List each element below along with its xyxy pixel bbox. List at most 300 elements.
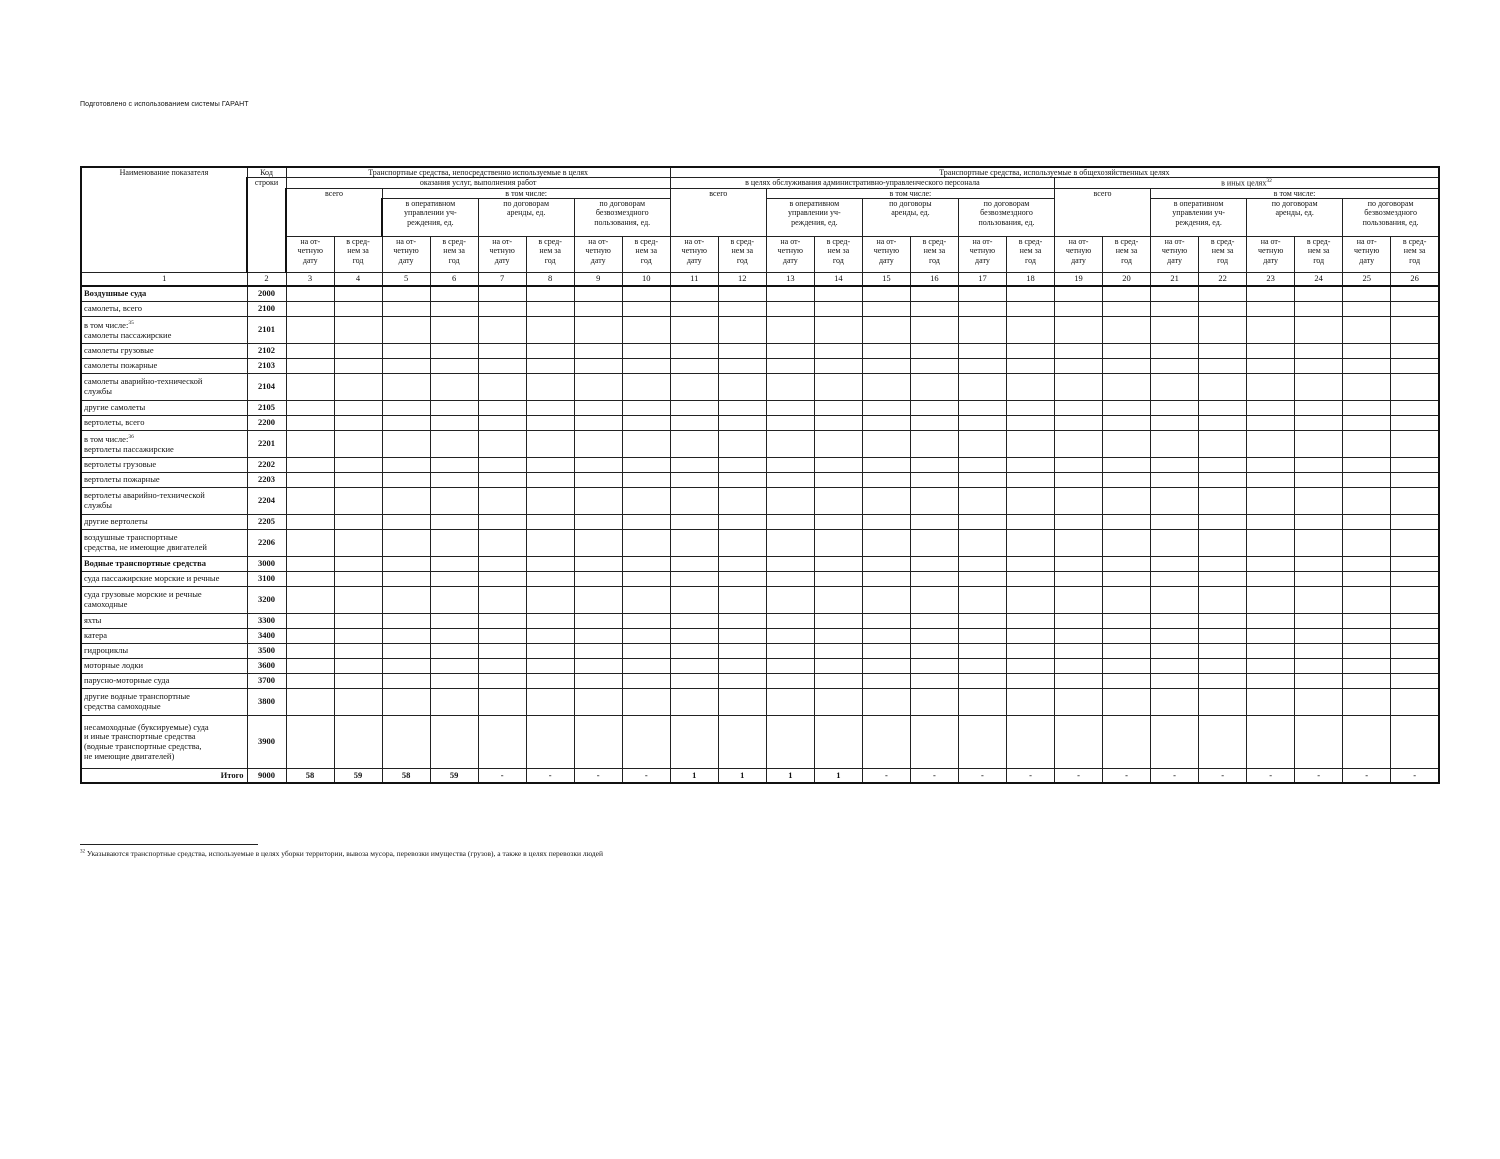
data-cell — [286, 689, 334, 716]
data-cell — [910, 488, 958, 515]
data-cell — [862, 317, 910, 344]
data-cell — [334, 286, 382, 302]
total-value: - — [1199, 769, 1247, 784]
data-cell — [1247, 572, 1295, 587]
total-value: - — [1151, 769, 1199, 784]
data-cell — [1391, 629, 1439, 644]
data-cell — [574, 458, 622, 473]
header-a-vtch: в том числе: — [382, 189, 670, 199]
table-row — [81, 530, 1439, 557]
header-b1-vtch: в том числе: — [766, 189, 1054, 199]
header-b2-arenda: по договорам аренды, ед. — [1247, 199, 1343, 237]
data-cell — [910, 614, 958, 629]
data-cell — [1247, 659, 1295, 674]
data-cell — [670, 431, 718, 458]
row-code: 3200 — [247, 587, 286, 614]
row-name: вертолеты грузовые — [81, 458, 247, 473]
data-cell — [622, 458, 670, 473]
data-cell — [430, 644, 478, 659]
data-cell — [958, 458, 1006, 473]
data-cell — [1151, 674, 1199, 689]
data-cell — [1343, 431, 1391, 458]
data-cell — [430, 431, 478, 458]
data-cell — [478, 614, 526, 629]
data-cell — [622, 374, 670, 401]
data-cell — [478, 458, 526, 473]
data-cell — [334, 614, 382, 629]
total-value: - — [1055, 769, 1103, 784]
data-cell — [1055, 674, 1103, 689]
column-number: 21 — [1151, 273, 1199, 287]
header-b2-bezv: по договорам безвозмездного пользования, ед. — [1343, 199, 1439, 237]
row-name: вертолеты аварийно-технической службы — [81, 488, 247, 515]
data-cell — [622, 286, 670, 302]
data-cell — [862, 431, 910, 458]
table-row — [81, 488, 1439, 515]
data-cell — [478, 716, 526, 769]
data-cell — [718, 374, 766, 401]
data-cell — [1103, 458, 1151, 473]
subheader-reporting-date: на от- четную дату — [1055, 237, 1103, 273]
data-cell — [478, 572, 526, 587]
row-code: 2103 — [247, 359, 286, 374]
data-cell — [1295, 659, 1343, 674]
data-cell — [1247, 374, 1295, 401]
data-cell — [910, 302, 958, 317]
row-code: 3000 — [247, 557, 286, 572]
data-cell — [1391, 359, 1439, 374]
data-cell — [862, 530, 910, 557]
column-number: 17 — [958, 273, 1006, 287]
data-cell — [910, 515, 958, 530]
data-cell — [526, 557, 574, 572]
data-cell — [670, 614, 718, 629]
data-cell — [814, 614, 862, 629]
row-code: 3400 — [247, 629, 286, 644]
footnote-line — [80, 844, 258, 845]
data-cell — [1103, 401, 1151, 416]
data-cell — [670, 416, 718, 431]
data-cell — [1006, 530, 1054, 557]
data-cell — [334, 374, 382, 401]
data-cell — [382, 530, 430, 557]
data-cell — [670, 302, 718, 317]
data-cell — [1343, 689, 1391, 716]
data-cell — [1151, 317, 1199, 344]
table-row — [81, 458, 1439, 473]
data-cell — [814, 716, 862, 769]
data-cell — [1151, 716, 1199, 769]
total-code: 9000 — [247, 769, 286, 784]
data-cell — [670, 473, 718, 488]
data-cell — [1295, 515, 1343, 530]
header-group-b: Транспортные средства, используемые в общехозяйственных целях — [670, 167, 1439, 178]
data-cell — [1247, 716, 1295, 769]
total-value: - — [1103, 769, 1151, 784]
header-group-b2: в иных целях$^{32}$ — [1055, 178, 1440, 189]
data-cell — [910, 473, 958, 488]
data-cell — [1006, 302, 1054, 317]
data-cell — [1055, 359, 1103, 374]
data-cell — [766, 557, 814, 572]
data-cell — [910, 344, 958, 359]
data-cell — [574, 515, 622, 530]
data-cell — [670, 572, 718, 587]
data-cell — [670, 374, 718, 401]
data-cell — [1391, 302, 1439, 317]
data-cell — [1391, 473, 1439, 488]
data-cell — [574, 614, 622, 629]
data-cell — [478, 587, 526, 614]
total-value: 1 — [814, 769, 862, 784]
data-cell — [430, 689, 478, 716]
table-row — [81, 302, 1439, 317]
data-cell — [958, 374, 1006, 401]
data-cell — [334, 572, 382, 587]
data-cell — [958, 416, 1006, 431]
data-cell — [430, 716, 478, 769]
data-cell — [430, 530, 478, 557]
data-cell — [1006, 557, 1054, 572]
data-cell — [478, 689, 526, 716]
data-cell — [1151, 374, 1199, 401]
total-value: 1 — [718, 769, 766, 784]
data-cell — [1151, 515, 1199, 530]
column-number: 22 — [1199, 273, 1247, 287]
data-cell — [382, 416, 430, 431]
data-cell — [286, 416, 334, 431]
data-cell — [1199, 286, 1247, 302]
data-cell — [1055, 515, 1103, 530]
data-cell — [1055, 458, 1103, 473]
data-cell — [430, 674, 478, 689]
data-cell — [718, 587, 766, 614]
data-cell — [1295, 644, 1343, 659]
table-row — [81, 644, 1439, 659]
data-cell — [382, 317, 430, 344]
data-cell — [1055, 557, 1103, 572]
data-cell — [1343, 614, 1391, 629]
table-row — [81, 674, 1439, 689]
data-cell — [1343, 557, 1391, 572]
data-cell — [478, 674, 526, 689]
data-cell — [766, 458, 814, 473]
data-cell — [430, 302, 478, 317]
header-a-bezv: по договорам безвозмездного пользования, ед. — [574, 199, 670, 237]
data-cell — [622, 317, 670, 344]
data-cell — [1103, 317, 1151, 344]
data-cell — [478, 557, 526, 572]
data-cell — [334, 530, 382, 557]
data-cell — [382, 629, 430, 644]
data-cell — [862, 557, 910, 572]
data-cell — [1199, 515, 1247, 530]
data-cell — [382, 473, 430, 488]
header-b1-arenda: по договоры аренды, ед. — [862, 199, 958, 237]
data-cell — [1151, 587, 1199, 614]
data-cell — [1343, 530, 1391, 557]
data-cell — [958, 689, 1006, 716]
data-cell — [766, 286, 814, 302]
data-cell — [1151, 344, 1199, 359]
data-cell — [958, 572, 1006, 587]
data-cell — [1103, 674, 1151, 689]
data-cell — [382, 359, 430, 374]
table-row — [81, 374, 1439, 401]
data-cell — [958, 317, 1006, 344]
row-code: 2203 — [247, 473, 286, 488]
data-cell — [1391, 431, 1439, 458]
data-cell — [1055, 286, 1103, 302]
data-cell — [574, 587, 622, 614]
top-note: Подготовлено с использованием системы ГАРАНТ — [80, 101, 249, 108]
data-cell — [286, 374, 334, 401]
table-row — [81, 431, 1439, 458]
data-cell — [1055, 629, 1103, 644]
data-cell — [814, 644, 862, 659]
data-cell — [862, 689, 910, 716]
data-cell — [1055, 644, 1103, 659]
data-cell — [1006, 286, 1054, 302]
data-cell — [334, 587, 382, 614]
subheader-reporting-date: на от- четную дату — [1343, 237, 1391, 273]
data-cell — [862, 716, 910, 769]
total-value: 58 — [382, 769, 430, 784]
data-cell — [1343, 659, 1391, 674]
data-cell — [382, 674, 430, 689]
total-value: - — [1391, 769, 1439, 784]
data-cell — [1103, 629, 1151, 644]
data-cell — [1103, 530, 1151, 557]
data-cell — [1006, 629, 1054, 644]
data-cell — [1391, 458, 1439, 473]
data-cell — [958, 644, 1006, 659]
row-name: другие самолеты — [81, 401, 247, 416]
data-cell — [478, 401, 526, 416]
row-code: 2205 — [247, 515, 286, 530]
header-b2-vtch: в том числе: — [1151, 189, 1439, 199]
data-cell — [958, 473, 1006, 488]
data-cell — [670, 587, 718, 614]
data-cell — [1247, 286, 1295, 302]
row-code: 3100 — [247, 572, 286, 587]
data-cell — [334, 431, 382, 458]
data-cell — [1247, 488, 1295, 515]
data-cell — [910, 572, 958, 587]
row-name: вертолеты пожарные — [81, 473, 247, 488]
data-cell — [1343, 587, 1391, 614]
data-cell — [670, 317, 718, 344]
data-cell — [574, 286, 622, 302]
row-name: гидроциклы — [81, 644, 247, 659]
data-cell — [814, 416, 862, 431]
data-cell — [430, 374, 478, 401]
data-cell — [286, 344, 334, 359]
data-cell — [1055, 401, 1103, 416]
column-number: 20 — [1103, 273, 1151, 287]
table-row — [81, 317, 1439, 344]
data-cell — [1247, 416, 1295, 431]
data-cell — [286, 431, 334, 458]
data-cell — [1055, 317, 1103, 344]
data-cell — [910, 587, 958, 614]
data-cell — [1151, 530, 1199, 557]
total-value: 1 — [766, 769, 814, 784]
data-cell — [1295, 530, 1343, 557]
data-cell — [1295, 286, 1343, 302]
data-cell — [1103, 572, 1151, 587]
data-cell — [334, 644, 382, 659]
header-b1-vsego: всего — [670, 189, 766, 237]
data-cell — [814, 689, 862, 716]
total-value: 59 — [430, 769, 478, 784]
data-cell — [1006, 317, 1054, 344]
data-cell — [574, 659, 622, 674]
data-cell — [622, 416, 670, 431]
data-cell — [1006, 374, 1054, 401]
data-cell — [478, 473, 526, 488]
data-cell — [574, 629, 622, 644]
row-name: в том числе:$^{35}$ самолеты пассажирские — [81, 317, 247, 344]
subheader-reporting-date: на от- четную дату — [766, 237, 814, 273]
data-cell — [430, 286, 478, 302]
row-code: 2202 — [247, 458, 286, 473]
data-cell — [1295, 587, 1343, 614]
row-code: 2105 — [247, 401, 286, 416]
data-cell — [1343, 515, 1391, 530]
data-cell — [478, 359, 526, 374]
data-cell — [334, 674, 382, 689]
total-value: 58 — [286, 769, 334, 784]
data-cell — [286, 587, 334, 614]
data-cell — [1295, 473, 1343, 488]
column-number: 16 — [910, 273, 958, 287]
data-cell — [1151, 431, 1199, 458]
row-code: 3900 — [247, 716, 286, 769]
table-row — [81, 572, 1439, 587]
data-cell — [382, 286, 430, 302]
data-cell — [574, 359, 622, 374]
data-cell — [1151, 659, 1199, 674]
row-name: самолеты, всего — [81, 302, 247, 317]
total-value: - — [574, 769, 622, 784]
data-cell — [1199, 557, 1247, 572]
data-cell — [526, 674, 574, 689]
data-cell — [862, 659, 910, 674]
data-cell — [1247, 587, 1295, 614]
data-cell — [382, 431, 430, 458]
data-cell — [718, 416, 766, 431]
data-cell — [334, 716, 382, 769]
data-cell — [1343, 359, 1391, 374]
data-cell — [1006, 587, 1054, 614]
data-cell — [286, 557, 334, 572]
data-cell — [1103, 431, 1151, 458]
data-cell — [1391, 530, 1439, 557]
data-cell — [1103, 344, 1151, 359]
data-cell — [334, 401, 382, 416]
data-cell — [1295, 359, 1343, 374]
data-cell — [766, 401, 814, 416]
data-cell — [1343, 629, 1391, 644]
subheader-average-year: в сред- нем за год — [910, 237, 958, 273]
subheader-average-year: в сред- нем за год — [622, 237, 670, 273]
data-cell — [718, 644, 766, 659]
data-cell — [526, 302, 574, 317]
data-cell — [382, 689, 430, 716]
table-row — [81, 659, 1439, 674]
data-cell — [1006, 716, 1054, 769]
data-cell — [670, 659, 718, 674]
data-cell — [1295, 557, 1343, 572]
header-a-vsego: всего — [286, 189, 382, 237]
data-cell — [766, 416, 814, 431]
header-a-oper: в оперативном управлении уч- реждения, ед. — [382, 199, 478, 237]
data-cell — [910, 374, 958, 401]
data-cell — [622, 644, 670, 659]
total-value: - — [910, 769, 958, 784]
data-cell — [718, 572, 766, 587]
data-cell — [1151, 458, 1199, 473]
row-code: 2104 — [247, 374, 286, 401]
data-cell — [766, 317, 814, 344]
data-cell — [574, 302, 622, 317]
data-cell — [382, 458, 430, 473]
data-cell — [574, 317, 622, 344]
data-cell — [1247, 458, 1295, 473]
row-name: суда грузовые морские и речные самоходные — [81, 587, 247, 614]
column-number: 7 — [478, 273, 526, 287]
header-code: Код — [247, 167, 286, 178]
subheader-reporting-date: на от- четную дату — [1151, 237, 1199, 273]
data-cell — [766, 359, 814, 374]
data-cell — [382, 572, 430, 587]
data-cell — [1199, 416, 1247, 431]
data-cell — [286, 644, 334, 659]
total-value: - — [1295, 769, 1343, 784]
data-cell — [526, 716, 574, 769]
header-group-a-sub: оказания услуг, выполнения работ — [286, 178, 670, 189]
data-cell — [814, 401, 862, 416]
data-cell — [1006, 515, 1054, 530]
data-cell — [718, 614, 766, 629]
data-cell — [526, 374, 574, 401]
data-cell — [1391, 374, 1439, 401]
data-cell — [862, 515, 910, 530]
data-cell — [1199, 302, 1247, 317]
data-cell — [1103, 587, 1151, 614]
data-cell — [862, 344, 910, 359]
table-row — [81, 557, 1439, 572]
data-cell — [958, 716, 1006, 769]
data-cell — [1247, 515, 1295, 530]
column-number: 25 — [1343, 273, 1391, 287]
data-cell — [1391, 515, 1439, 530]
data-cell — [1006, 344, 1054, 359]
data-cell — [430, 629, 478, 644]
data-cell — [1343, 344, 1391, 359]
data-cell — [526, 587, 574, 614]
row-code: 3600 — [247, 659, 286, 674]
data-cell — [766, 530, 814, 557]
data-cell — [1151, 401, 1199, 416]
data-cell — [1151, 286, 1199, 302]
row-code: 2102 — [247, 344, 286, 359]
data-cell — [430, 416, 478, 431]
data-cell — [286, 572, 334, 587]
data-cell — [334, 344, 382, 359]
data-cell — [958, 614, 1006, 629]
